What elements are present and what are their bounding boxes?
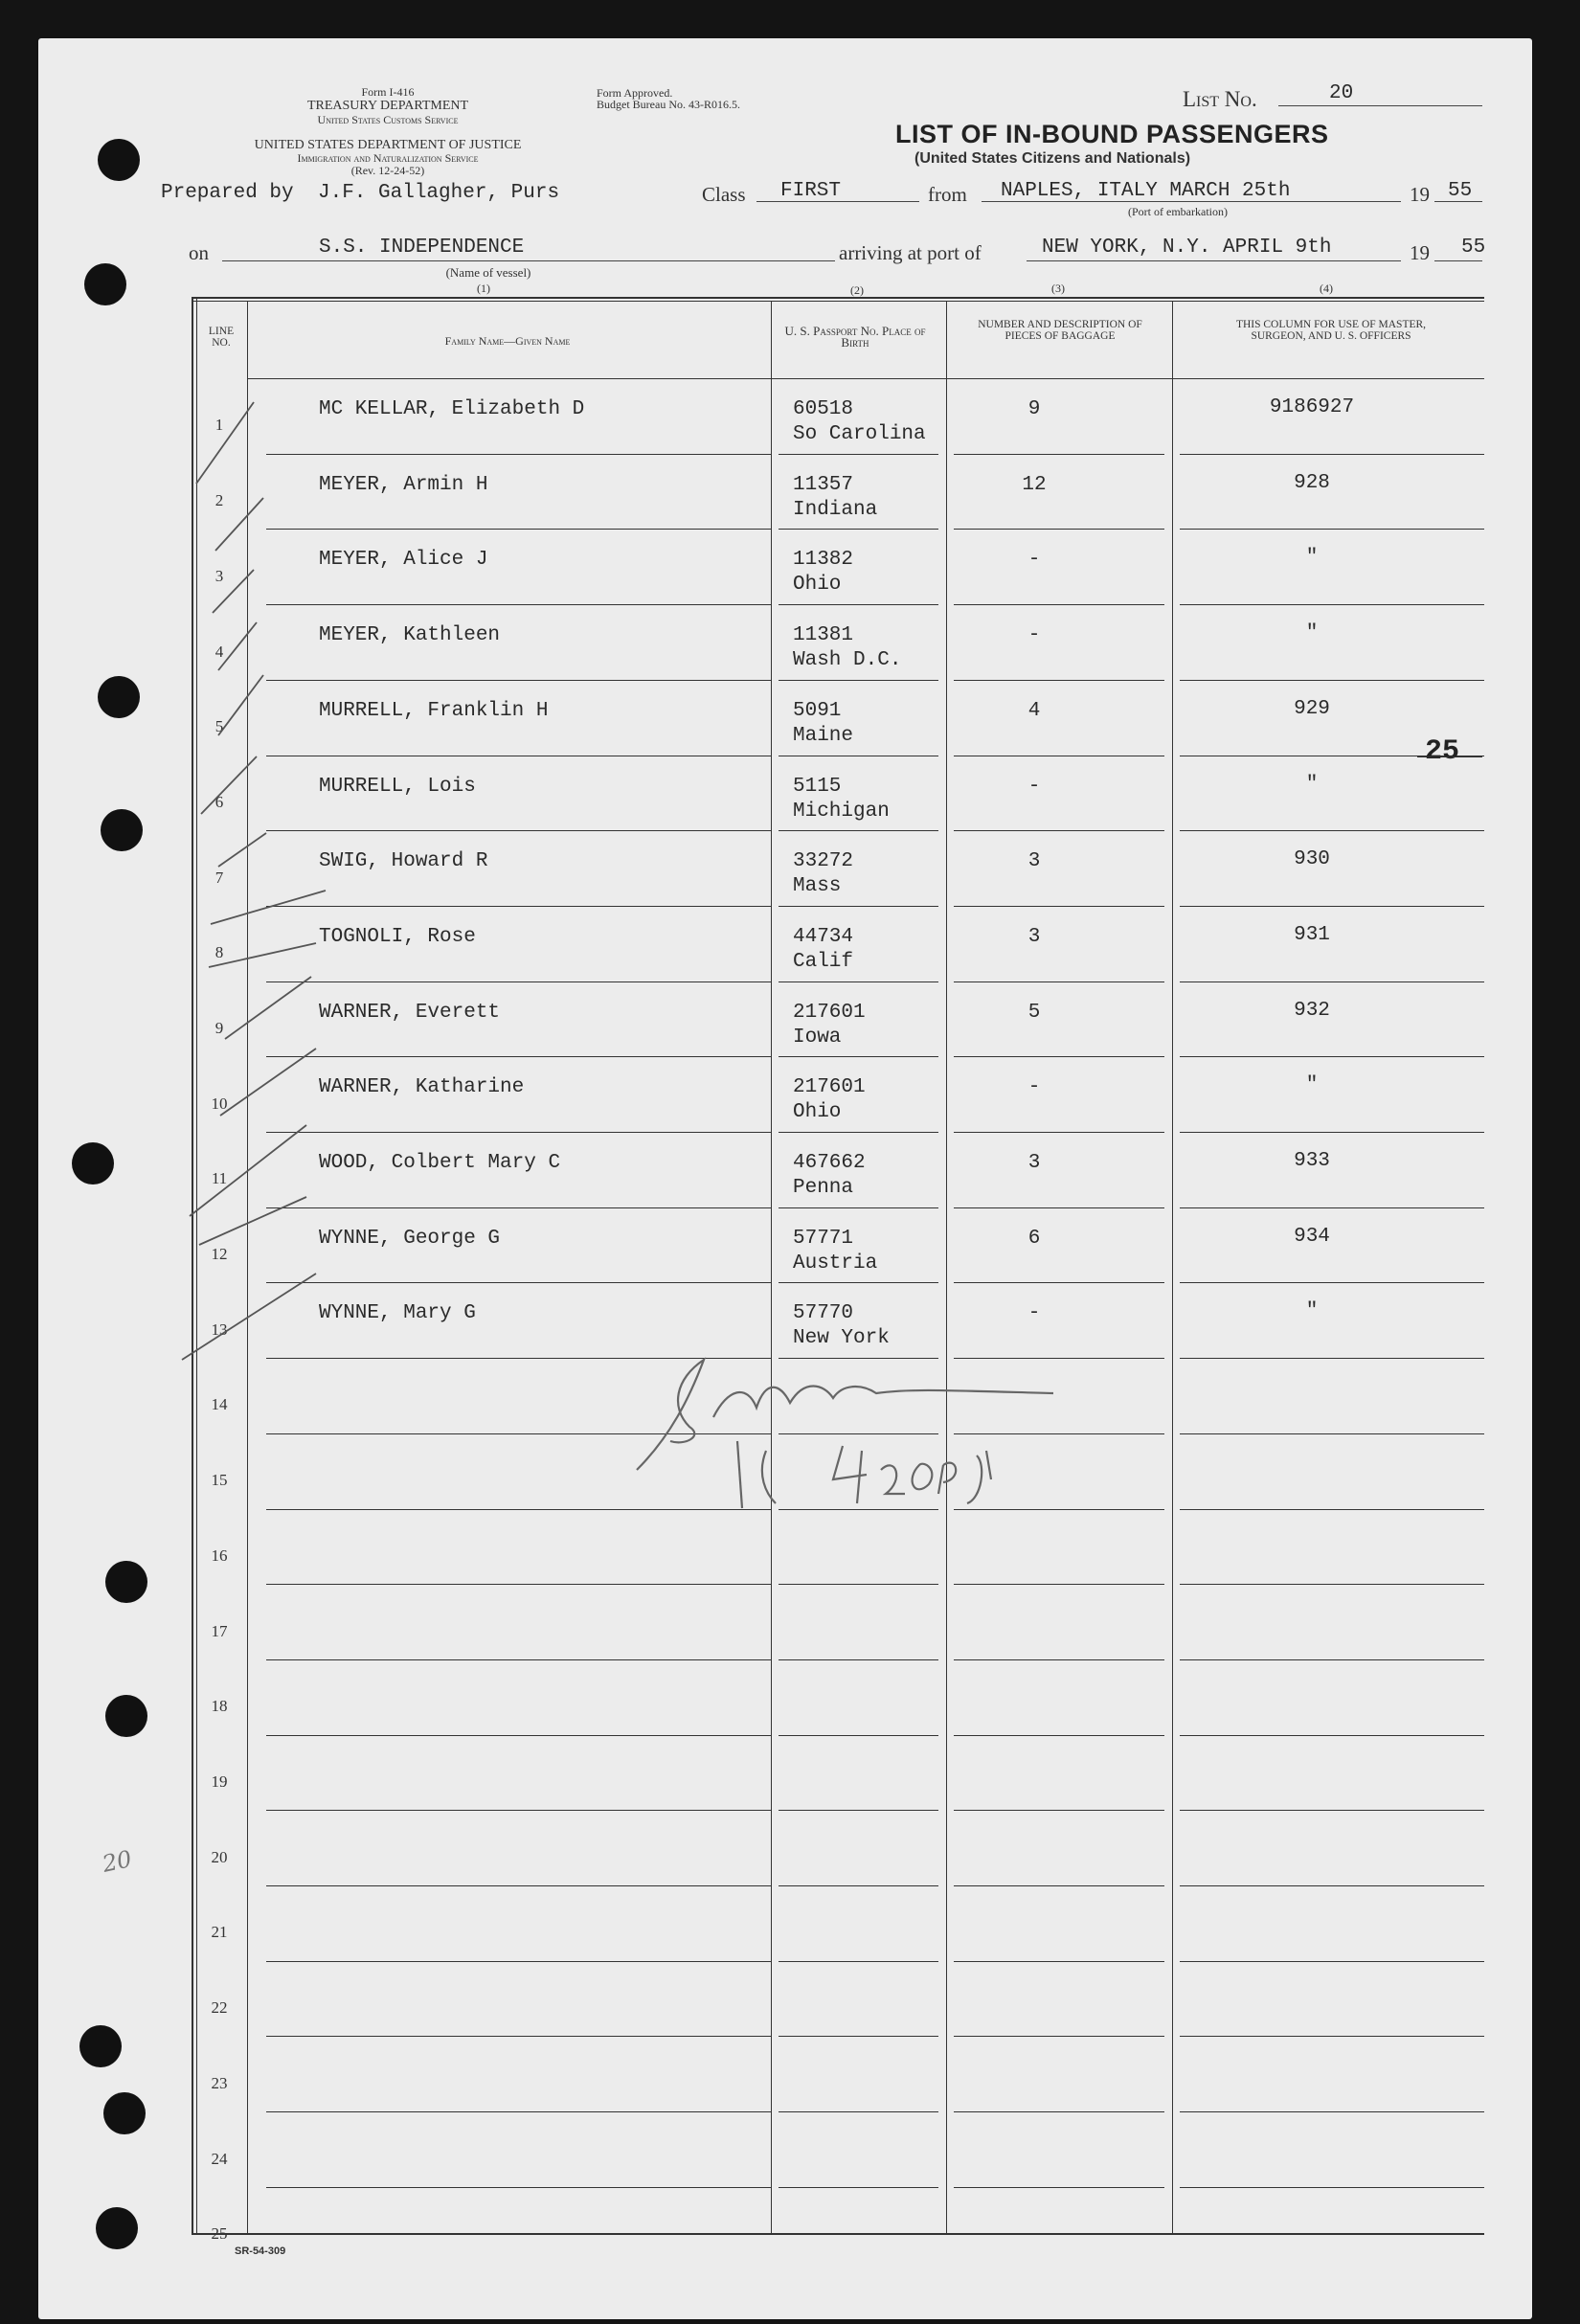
line-number: 11 — [211, 1169, 228, 1188]
row-divider-name — [266, 1659, 771, 1660]
place-of-birth: New York — [793, 1327, 890, 1350]
class-value: FIRST — [780, 180, 842, 202]
row-divider-officers — [1180, 1207, 1484, 1208]
baggage-count: - — [1027, 549, 1041, 572]
line-number: 24 — [211, 2149, 228, 2168]
header-passport: U. S. Passport No. Place of Birth — [784, 324, 926, 350]
baggage-count: 5 — [1027, 1001, 1041, 1024]
passenger-name: MEYER, Kathleen — [319, 624, 501, 647]
column-number-4: (4) — [1320, 282, 1333, 295]
passport-number: 33272 — [793, 850, 854, 873]
class-label: Class — [702, 183, 746, 206]
row-divider-baggage — [954, 1056, 1164, 1057]
ins-service: Immigration and Naturalization Service — [297, 151, 479, 165]
place-of-birth: Iowa — [793, 1026, 842, 1049]
row-divider-officers — [1180, 981, 1484, 982]
baggage-count: 12 — [1022, 473, 1047, 496]
place-of-birth: Calif — [793, 950, 854, 973]
line-number: 7 — [214, 868, 224, 887]
row-divider-passport — [779, 1961, 938, 1962]
arriving-label: arriving at port of — [839, 241, 982, 264]
row-divider-passport — [779, 1735, 938, 1736]
line-number: 1 — [214, 416, 224, 435]
row-divider-name — [266, 2111, 771, 2112]
on-label: on — [189, 241, 209, 264]
row-divider-passport — [779, 2111, 938, 2112]
year-underline-2 — [1434, 260, 1482, 261]
row-divider-baggage — [954, 604, 1164, 605]
row-divider-name — [266, 1282, 771, 1283]
baggage-count: 4 — [1027, 699, 1041, 722]
baggage-count: 6 — [1027, 1227, 1041, 1250]
passport-number: 217601 — [793, 1076, 866, 1099]
row-divider-passport — [779, 1885, 938, 1886]
binder-hole — [103, 2092, 146, 2134]
passenger-name: MURRELL, Lois — [319, 775, 476, 798]
row-divider-passport — [779, 1584, 938, 1585]
place-of-birth: Indiana — [793, 498, 878, 521]
row-divider-baggage — [954, 1433, 1164, 1434]
row-divider-baggage — [954, 1961, 1164, 1962]
vessel-name: S.S. INDEPENDENCE — [319, 237, 525, 259]
binder-hole — [101, 809, 143, 851]
passport-number: 11357 — [793, 473, 854, 496]
passport-number: 57770 — [793, 1302, 854, 1325]
baggage-count: 9 — [1027, 398, 1041, 420]
line-number: 14 — [211, 1395, 228, 1414]
row-divider-officers — [1180, 1659, 1484, 1660]
form-approved: Form Approved. — [597, 86, 673, 100]
row-divider-baggage — [954, 1659, 1164, 1660]
official-use: 934 — [1294, 1225, 1330, 1248]
passenger-name: MC KELLAR, Elizabeth D — [319, 398, 585, 420]
treasury-department: TREASURY DEPARTMENT — [306, 99, 469, 113]
row-divider-baggage — [954, 680, 1164, 681]
arrival-port: NEW YORK, N.Y. APRIL 9th — [1042, 237, 1332, 259]
official-use: 933 — [1294, 1150, 1330, 1172]
binder-hole — [84, 263, 126, 305]
header-bottom-border — [247, 378, 1484, 379]
line-number: 17 — [211, 1621, 228, 1640]
line-number: 18 — [211, 1697, 228, 1716]
row-divider-officers — [1180, 830, 1484, 831]
header-name: Family Name—Given Name — [444, 334, 571, 348]
divider-line-no — [247, 301, 248, 2233]
customs-service: United States Customs Service — [317, 113, 459, 126]
line-number: 25 — [211, 2224, 228, 2244]
official-use: " — [1305, 773, 1319, 796]
place-of-birth: Maine — [793, 724, 854, 747]
row-divider-officers — [1180, 1358, 1484, 1359]
row-divider-name — [266, 529, 771, 530]
place-of-birth: Mass — [793, 875, 842, 898]
row-divider-passport — [779, 1509, 938, 1510]
row-divider-name — [266, 680, 771, 681]
row-divider-passport — [779, 529, 938, 530]
table-top-border-inner — [192, 301, 1484, 302]
baggage-count: - — [1027, 1302, 1041, 1325]
row-divider-passport — [779, 604, 938, 605]
official-use: 931 — [1294, 923, 1330, 946]
row-divider-name — [266, 1961, 771, 1962]
row-divider-officers — [1180, 604, 1484, 605]
revision-date: (Rev. 12-24-52) — [350, 164, 425, 177]
vessel-underline — [222, 260, 835, 261]
line-number: 22 — [211, 1998, 228, 2018]
margin-count: 25 — [1425, 735, 1460, 768]
list-number-value: 20 — [1329, 82, 1354, 104]
row-divider-baggage — [954, 1735, 1164, 1736]
header-officers: THIS COLUMN FOR USE OF MASTER, SURGEON, AND U. S. OFFICERS — [1235, 319, 1427, 342]
year-prefix-1: 19 — [1410, 183, 1430, 206]
baggage-count: 3 — [1027, 925, 1041, 948]
row-divider-name — [266, 1132, 771, 1133]
row-divider-name — [266, 2187, 771, 2188]
row-divider-passport — [779, 830, 938, 831]
row-divider-passport — [779, 906, 938, 907]
row-divider-passport — [779, 1282, 938, 1283]
row-divider-name — [266, 1735, 771, 1736]
official-use: " — [1305, 1074, 1319, 1097]
row-divider-name — [266, 1358, 771, 1359]
row-divider-baggage — [954, 1358, 1164, 1359]
passport-number: 11381 — [793, 624, 854, 647]
row-divider-passport — [779, 1810, 938, 1811]
line-number: 23 — [211, 2073, 228, 2092]
row-divider-officers — [1180, 529, 1484, 530]
list-number-underline — [1278, 105, 1482, 106]
divider-name — [771, 301, 772, 2233]
baggage-count: - — [1027, 624, 1041, 647]
place-of-birth: Ohio — [793, 574, 842, 597]
row-divider-baggage — [954, 1885, 1164, 1886]
row-divider-officers — [1180, 680, 1484, 681]
divider-officers — [1172, 378, 1173, 2233]
row-divider-baggage — [954, 1207, 1164, 1208]
line-number: 3 — [214, 566, 224, 585]
row-divider-baggage — [954, 1282, 1164, 1283]
place-of-birth: Michigan — [793, 800, 890, 823]
table-top-border — [192, 297, 1484, 299]
from-label: from — [928, 183, 967, 206]
year-prefix-2: 19 — [1410, 241, 1430, 264]
row-divider-passport — [779, 1132, 938, 1133]
table-left-border-inner — [196, 297, 197, 2233]
line-number: 5 — [214, 717, 224, 736]
official-use: 932 — [1294, 999, 1330, 1022]
passport-number: 5091 — [793, 699, 842, 722]
baggage-count: 3 — [1027, 1152, 1041, 1174]
binder-hole — [96, 2207, 138, 2249]
column-number-1: (1) — [477, 282, 490, 295]
row-divider-officers — [1180, 454, 1484, 455]
year-value-2: 55 — [1461, 237, 1486, 259]
row-divider-passport — [779, 981, 938, 982]
row-divider-officers — [1180, 1735, 1484, 1736]
row-divider-passport — [779, 1207, 938, 1208]
row-divider-name — [266, 906, 771, 907]
year-value-1: 55 — [1448, 180, 1473, 202]
row-divider-name — [266, 2036, 771, 2037]
justice-department: UNITED STATES DEPARTMENT OF JUSTICE — [254, 138, 522, 152]
margin-note: 20 — [100, 1845, 135, 1878]
table-bottom-border — [192, 2233, 1484, 2235]
binder-hole — [98, 676, 140, 718]
row-divider-baggage — [954, 2036, 1164, 2037]
row-divider-officers — [1180, 1282, 1484, 1283]
from-value: NAPLES, ITALY MARCH 25th — [1001, 180, 1291, 202]
official-use: 9186927 — [1269, 396, 1355, 418]
row-divider-baggage — [954, 1810, 1164, 1811]
row-divider-name — [266, 830, 771, 831]
row-divider-name — [266, 1885, 771, 1886]
passport-number: 11382 — [793, 549, 854, 572]
row-divider-officers — [1180, 2111, 1484, 2112]
column-number-2: (2) — [850, 283, 864, 297]
official-use: 930 — [1294, 848, 1330, 871]
footer-code: SR-54-309 — [235, 2245, 286, 2257]
row-divider-name — [266, 1207, 771, 1208]
binder-hole — [105, 1695, 147, 1737]
budget-bureau: Budget Bureau No. 43-R016.5. — [597, 98, 740, 111]
line-number: 2 — [214, 491, 224, 509]
binder-hole — [105, 1561, 147, 1603]
line-number: 20 — [211, 1847, 228, 1866]
row-divider-officers — [1180, 1810, 1484, 1811]
official-use: " — [1305, 622, 1319, 645]
row-divider-baggage — [954, 830, 1164, 831]
row-divider-passport — [779, 2036, 938, 2037]
passenger-name: WYNNE, George G — [319, 1227, 501, 1250]
row-divider-name — [266, 604, 771, 605]
row-divider-name — [266, 1509, 771, 1510]
row-divider-officers — [1180, 1056, 1484, 1057]
line-number: 4 — [214, 642, 224, 661]
baggage-count: - — [1027, 1076, 1041, 1099]
passport-number: 5115 — [793, 775, 842, 798]
place-of-birth: Wash D.C. — [793, 649, 902, 672]
margin-count-dash — [1417, 756, 1482, 757]
place-of-birth: Ohio — [793, 1101, 842, 1124]
port-embarkation-caption: (Port of embarkation) — [1128, 205, 1228, 218]
header-baggage: NUMBER AND DESCRIPTION OF PIECES OF BAGGAGE — [978, 319, 1142, 342]
row-divider-baggage — [954, 1509, 1164, 1510]
passenger-name: WOOD, Colbert Mary C — [319, 1152, 561, 1174]
place-of-birth: So Carolina — [793, 423, 926, 445]
row-divider-officers — [1180, 1961, 1484, 1962]
passport-number: 467662 — [793, 1152, 866, 1174]
binder-hole — [98, 139, 140, 181]
row-divider-baggage — [954, 2111, 1164, 2112]
line-number: 21 — [211, 1923, 228, 1942]
prepared-by-value: J.F. Gallagher, Purs — [318, 182, 560, 204]
form-number: Form I-416 — [361, 85, 415, 99]
official-use: 928 — [1294, 471, 1330, 494]
row-divider-passport — [779, 1056, 938, 1057]
row-divider-baggage — [954, 529, 1164, 530]
official-use: " — [1305, 1300, 1319, 1323]
line-number: 9 — [214, 1018, 224, 1037]
binder-hole — [72, 1142, 114, 1185]
line-number: 19 — [211, 1772, 228, 1791]
row-divider-passport — [779, 1659, 938, 1660]
row-divider-baggage — [954, 1132, 1164, 1133]
form-title: LIST OF IN-BOUND PASSENGERS — [895, 120, 1329, 148]
header-line-no: LINE NO. — [208, 326, 235, 349]
line-number: 13 — [211, 1320, 228, 1339]
row-divider-name — [266, 1433, 771, 1434]
place-of-birth: Austria — [793, 1252, 878, 1275]
row-divider-baggage — [954, 981, 1164, 982]
official-use: 929 — [1294, 697, 1330, 720]
column-number-3: (3) — [1051, 282, 1065, 295]
row-divider-officers — [1180, 1509, 1484, 1510]
passenger-name: WARNER, Katharine — [319, 1076, 525, 1099]
prepared-by-label: Prepared by — [161, 182, 294, 204]
row-divider-officers — [1180, 2036, 1484, 2037]
passport-number: 57771 — [793, 1227, 854, 1250]
table-left-border — [192, 297, 193, 2233]
passenger-name: SWIG, Howard R — [319, 850, 488, 873]
binder-hole — [79, 2025, 122, 2067]
row-divider-passport — [779, 1433, 938, 1434]
list-number-label: List No. — [1183, 87, 1257, 111]
row-divider-officers — [1180, 1584, 1484, 1585]
baggage-count: - — [1027, 775, 1041, 798]
row-divider-officers — [1180, 1132, 1484, 1133]
row-divider-baggage — [954, 1584, 1164, 1585]
form-subtitle: (United States Citizens and Nationals) — [914, 150, 1191, 167]
passport-number: 217601 — [793, 1001, 866, 1024]
row-divider-name — [266, 454, 771, 455]
row-divider-officers — [1180, 1433, 1484, 1434]
row-divider-officers — [1180, 906, 1484, 907]
baggage-count: 3 — [1027, 850, 1041, 873]
row-divider-passport — [779, 2187, 938, 2188]
row-divider-baggage — [954, 454, 1164, 455]
row-divider-officers — [1180, 1885, 1484, 1886]
place-of-birth: Penna — [793, 1177, 854, 1199]
row-divider-name — [266, 981, 771, 982]
line-number: 16 — [211, 1546, 228, 1565]
divider-passport — [946, 301, 947, 2233]
official-use: " — [1305, 547, 1319, 570]
line-number: 8 — [214, 943, 224, 962]
row-divider-name — [266, 1056, 771, 1057]
form-page — [38, 38, 1532, 2319]
line-number: 6 — [214, 792, 224, 811]
passenger-name: WYNNE, Mary G — [319, 1302, 476, 1325]
line-number: 10 — [211, 1094, 228, 1113]
passenger-name: MEYER, Armin H — [319, 473, 488, 496]
row-divider-baggage — [954, 906, 1164, 907]
line-number: 15 — [211, 1471, 228, 1490]
line-number: 12 — [211, 1245, 228, 1263]
row-divider-name — [266, 1810, 771, 1811]
passport-number: 44734 — [793, 925, 854, 948]
row-divider-passport — [779, 454, 938, 455]
row-divider-baggage — [954, 2187, 1164, 2188]
passenger-name: TOGNOLI, Rose — [319, 925, 476, 948]
row-divider-passport — [779, 680, 938, 681]
row-divider-officers — [1180, 2187, 1484, 2188]
row-divider-name — [266, 1584, 771, 1585]
passenger-name: MURRELL, Franklin H — [319, 699, 549, 722]
vessel-caption: (Name of vessel) — [445, 265, 531, 280]
passport-number: 60518 — [793, 398, 854, 420]
arrival-underline — [1027, 260, 1401, 261]
row-divider-passport — [779, 1358, 938, 1359]
passenger-name: MEYER, Alice J — [319, 549, 488, 572]
passenger-name: WARNER, Everett — [319, 1001, 501, 1024]
